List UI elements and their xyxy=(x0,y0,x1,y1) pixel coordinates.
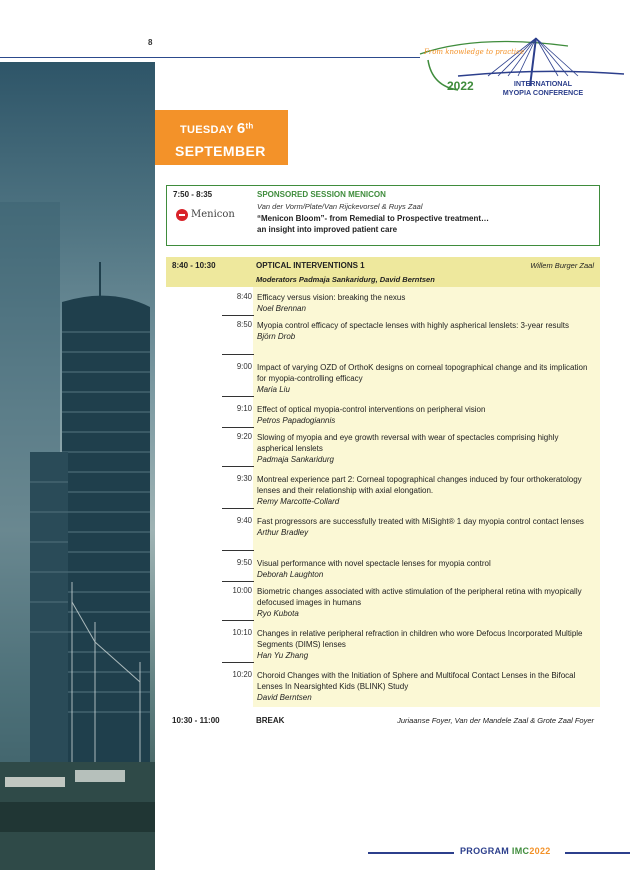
break-title: BREAK xyxy=(256,716,285,725)
talk-speaker: Ryo Kubota xyxy=(257,609,299,618)
session-title: OPTICAL INTERVENTIONS 1 xyxy=(256,261,365,270)
talk-speaker: Padmaja Sankaridurg xyxy=(257,455,334,464)
footer-program-label: PROGRAM xyxy=(460,846,510,856)
sponsored-time: 7:50 - 8:35 xyxy=(173,190,213,199)
footer-rule-left xyxy=(368,852,454,854)
talk-text xyxy=(257,516,595,538)
break-time: 10:30 - 11:00 xyxy=(172,716,220,725)
talk-divider xyxy=(222,550,254,551)
talk-divider xyxy=(222,315,254,316)
date-suffix: th xyxy=(245,121,254,131)
talk-title: Biometric changes associated with active stimulation of the peripheral retina with myopically defocused images in humans xyxy=(257,587,582,607)
menicon-logo-icon xyxy=(176,209,188,221)
talk-text xyxy=(257,362,595,395)
date-line1 xyxy=(180,120,254,137)
building-photo xyxy=(0,62,155,870)
sponsored-talk xyxy=(257,213,587,235)
skyline-illustration xyxy=(0,62,155,870)
talk-speaker: Björn Drob xyxy=(257,332,296,341)
talk-title: Fast progressors are successfully treated with MiSight® 1 day myopia control contact lenses xyxy=(257,517,584,526)
talk-time: 9:00 xyxy=(236,362,252,371)
date-month: SEPTEMBER xyxy=(175,143,266,159)
talk-speaker: Maria Liu xyxy=(257,385,290,394)
talk-divider xyxy=(222,581,254,582)
talk-time: 10:10 xyxy=(232,628,252,637)
talk-speaker: David Berntsen xyxy=(257,693,312,702)
session-location: Willem Burger Zaal xyxy=(530,261,594,270)
talk-time: 9:10 xyxy=(236,404,252,413)
talk-text xyxy=(257,474,595,507)
logo-title-line2: MYOPIA CONFERENCE xyxy=(502,88,584,97)
footer-year: 2022 xyxy=(529,846,551,856)
talk-time: 10:00 xyxy=(232,586,252,595)
logo-title xyxy=(495,79,591,97)
session-time: 8:40 - 10:30 xyxy=(172,261,216,270)
page-number: 8 xyxy=(148,38,153,47)
talk-divider xyxy=(222,508,254,509)
talk-divider xyxy=(222,427,254,428)
talk-title: Changes in relative peripheral refraction in children who wore Defocus Incorporated Multiple Segments (DIMS) lenses xyxy=(257,629,583,649)
session-header xyxy=(166,257,600,287)
talk-text xyxy=(257,320,595,342)
footer-imc: IMC xyxy=(511,846,530,856)
talk-speaker: Han Yu Zhang xyxy=(257,651,309,660)
talk-time: 9:50 xyxy=(236,558,252,567)
sponsored-title: SPONSORED SESSION MENICON xyxy=(257,190,386,199)
talk-time: 9:20 xyxy=(236,432,252,441)
session-moderators: Moderators Padmaja Sankaridurg, David Berntsen xyxy=(256,275,435,284)
talk-speaker: Remy Marcotte-Collard xyxy=(257,497,340,506)
talk-time: 8:50 xyxy=(236,320,252,329)
talk-time: 10:20 xyxy=(232,670,252,679)
date-banner xyxy=(155,110,288,165)
footer-rule-right xyxy=(565,852,630,854)
talk-speaker: Deborah Laughton xyxy=(257,570,324,579)
talk-title: Visual performance with novel spectacle lenses for myopia control xyxy=(257,559,491,568)
talk-title: Choroid Changes with the Initiation of Sphere and Multifocal Contact Lenses in the Bifocal Lenses In Nearsighted Kids (BLINK) Study xyxy=(257,671,576,691)
talk-title: Montreal experience part 2: Corneal topographical changes induced by four orthokeratology lenses and their relationship with axial elongation. xyxy=(257,475,582,495)
talk-text xyxy=(257,404,595,426)
talk-speaker: Noel Brennan xyxy=(257,304,306,313)
menicon-logo-text: Menicon xyxy=(191,209,235,220)
talk-title: Efficacy versus vision: breaking the nexus xyxy=(257,293,406,302)
header-rule xyxy=(0,57,420,58)
talk-title: Effect of optical myopia-control interventions on peripheral vision xyxy=(257,405,486,414)
talk-title: Myopia control efficacy of spectacle lenses with highly aspherical lenslets: 3-year results xyxy=(257,321,569,330)
talk-divider xyxy=(222,354,254,355)
talk-speaker: Petros Papadogiannis xyxy=(257,416,336,425)
sponsored-speakers: Van der Vorm/Plate/Van Rijckevorsel & Ruys Zaal xyxy=(257,202,423,211)
logo-year: 2022 xyxy=(447,79,474,93)
talk-time: 8:40 xyxy=(236,292,252,301)
sponsored-talk-line1: “Menicon Bloom”- from Remedial to Prospective treatment… xyxy=(257,214,490,223)
talk-title: Impact of varying OZD of OrthoK designs on corneal topographical change and its implication for myopia-controlling efficacy xyxy=(257,363,588,383)
menicon-logo xyxy=(176,209,246,223)
talk-text xyxy=(257,628,595,661)
talk-divider xyxy=(222,620,254,621)
talk-time: 9:40 xyxy=(236,516,252,525)
talk-divider xyxy=(222,662,254,663)
date-weekday: TUESDAY xyxy=(180,124,234,136)
break-location: Juriaanse Foyer, Van der Mandele Zaal & Grote Zaal Foyer xyxy=(397,716,594,725)
logo-title-line1: INTERNATIONAL xyxy=(513,79,573,88)
talk-text xyxy=(257,432,595,465)
talk-divider xyxy=(222,466,254,467)
sponsored-session xyxy=(166,185,600,246)
talk-divider xyxy=(222,396,254,397)
talk-time: 9:30 xyxy=(236,474,252,483)
talk-speaker: Arthur Bradley xyxy=(257,528,309,537)
talk-text xyxy=(257,558,595,580)
talk-title: Slowing of myopia and eye growth reversal with wear of spectacles comprising highly aspherical lenslets xyxy=(257,433,559,453)
talk-text xyxy=(257,292,595,314)
logo-slogan: From knowledge to practice xyxy=(424,48,525,56)
talk-text xyxy=(257,670,595,703)
date-day: 6 xyxy=(236,120,246,137)
footer-program xyxy=(460,846,551,856)
talk-text xyxy=(257,586,595,619)
sponsored-talk-line2: an insight into improved patient care xyxy=(257,225,398,234)
